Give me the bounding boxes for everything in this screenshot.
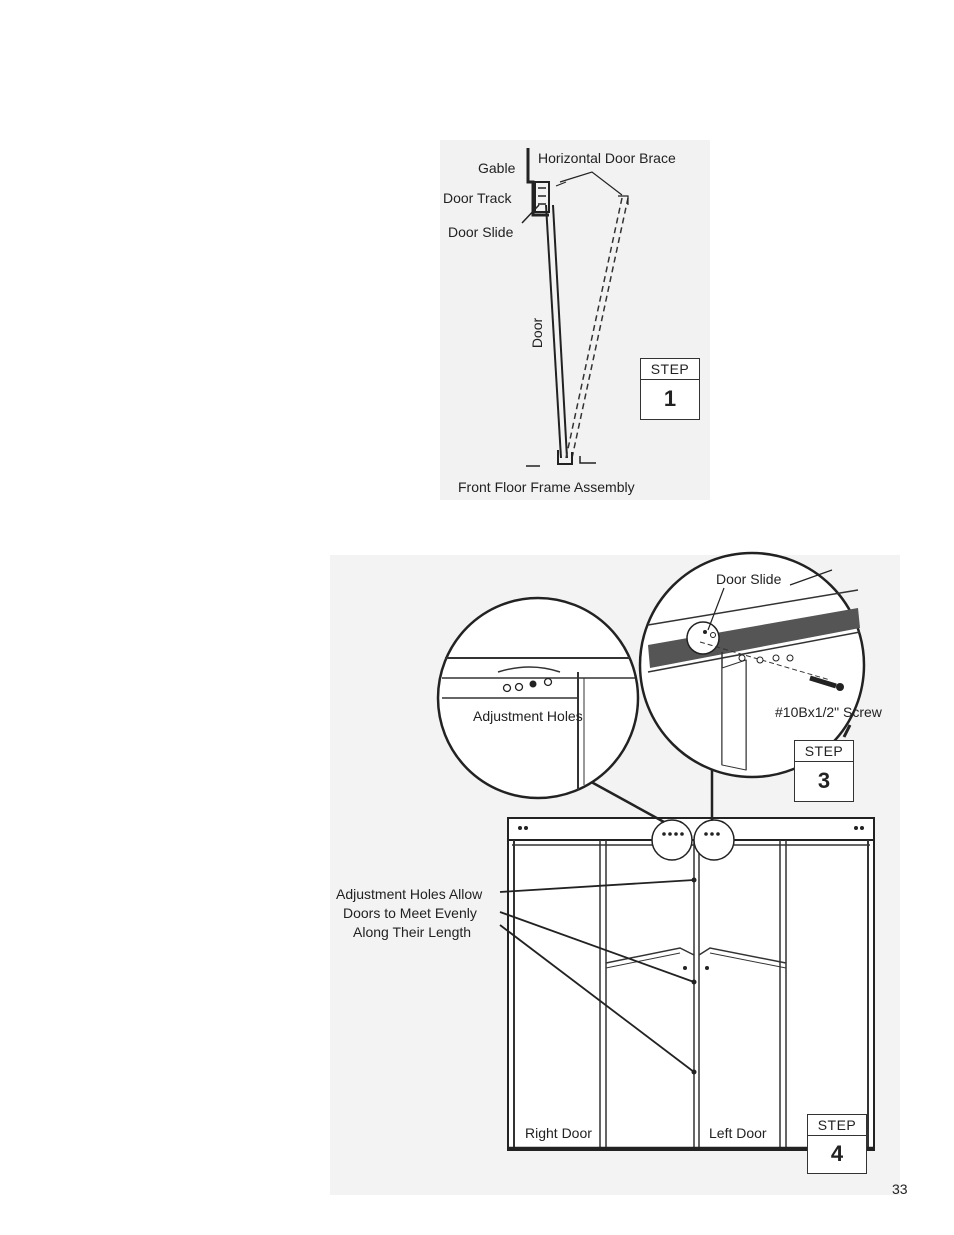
gable-label: Gable	[478, 160, 516, 176]
note-line-1: Adjustment Holes Allow	[336, 886, 483, 902]
front-floor-frame-assembly-label: Front Floor Frame Assembly	[458, 479, 635, 495]
step-3-badge	[794, 740, 854, 802]
step-label: STEP	[808, 1115, 866, 1136]
step-number: 3	[817, 768, 831, 793]
right-door-label: Right Door	[525, 1125, 592, 1141]
note-line-2: Doors to Meet Evenly	[343, 905, 477, 921]
step-number: 4	[830, 1141, 844, 1166]
horizontal-door-brace-label: Horizontal Door Brace	[538, 150, 676, 166]
screw-label: #10Bx1/2" Screw	[775, 704, 882, 720]
step-label: STEP	[795, 741, 853, 762]
step-4-badge	[807, 1114, 867, 1174]
door-label: Door	[529, 317, 546, 349]
note-line-3: Along Their Length	[353, 924, 472, 940]
door-track-label: Door Track	[443, 190, 512, 206]
step-label: STEP	[641, 359, 699, 380]
door-slide-label-2: Door Slide	[716, 571, 782, 587]
step-number: 1	[663, 386, 677, 411]
adjustment-holes-label: Adjustment Holes	[473, 708, 583, 724]
page-number: 33	[892, 1181, 908, 1197]
door-slide-label: Door Slide	[448, 224, 514, 240]
left-door-label: Left Door	[709, 1125, 767, 1141]
